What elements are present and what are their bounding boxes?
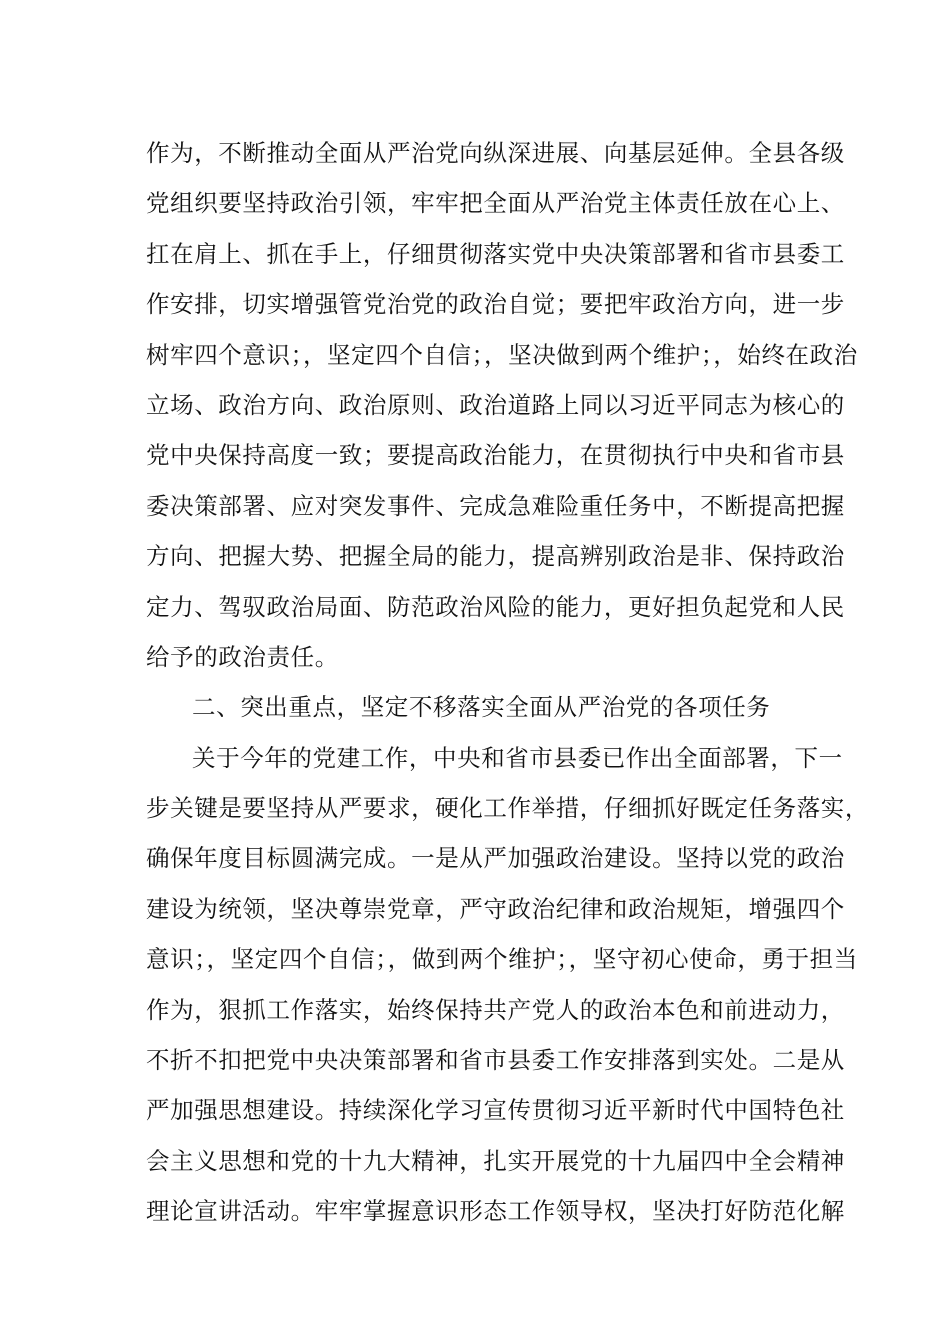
section-heading: 二、突出重点，坚定不移落实全面从严治党的各项任务 (192, 693, 771, 722)
text-line: 立场、政治方向、政治原则、政治道路上同以习近平同志为核心的 (146, 390, 845, 419)
paragraph-start: 关于今年的党建工作，中央和省市县委已作出全面部署，下一 (192, 743, 843, 772)
text-line: 定力、驾驭政治局面、防范政治风险的能力，更好担负起党和人民 (146, 592, 845, 621)
text-line: 作为，不断推动全面从严治党向纵深进展、向基层延伸。全县各级 (146, 139, 845, 167)
text-line: 党组织要坚持政治引领，牢牢把全面从严治党主体责任放在心上、 (146, 189, 845, 218)
text-line: 严加强思想建设。持续深化学习宣传贯彻习近平新时代中国特色社 (146, 1096, 845, 1125)
text-line: 建设为统领，坚决尊崇党章，严守政治纪律和政治规矩，增强四个 (146, 894, 845, 923)
text-line: 委决策部署、应对突发事件、完成急难险重任务中，不断提高把握 (146, 491, 845, 520)
body-text (146, 128, 869, 1237)
text-line: 理论宣讲活动。牢牢掌握意识形态工作领导权，坚决打好防范化解 (146, 1197, 845, 1226)
text-line: 会主义思想和党的十九大精神，扎实开展党的十九届四中全会精神 (146, 1146, 845, 1175)
text-line: 步关键是要坚持从严要求，硬化工作举措，仔细抓好既定任务落实， (146, 794, 869, 823)
text-line: 确保年度目标圆满完成。一是从严加强政治建设。坚持以党的政治 (146, 844, 845, 873)
text-line: 树牢四个意识；，坚定四个自信；，坚决做到两个维护；，始终在政治 (146, 340, 858, 369)
text-line: 作为，狠抓工作落实，始终保持共产党人的政治本色和前进动力， (146, 995, 845, 1024)
text-line: 扛在肩上、抓在手上，仔细贯彻落实党中央决策部署和省市县委工 (146, 239, 845, 268)
text-line: 不折不扣把党中央决策部署和省市县委工作安排落到实处。二是从 (146, 1046, 845, 1075)
text-line: 作安排，切实增强管党治党的政治自觉；要把牢政治方向，进一步 (146, 290, 845, 319)
text-line: 给予的政治责任。 (146, 642, 339, 671)
text-line: 方向、把握大势、把握全局的能力，提高辨别政治是非、保持政治 (146, 542, 845, 571)
text-line: 意识；，坚定四个自信；，做到两个维护；，坚守初心使命，勇于担当 (146, 945, 858, 974)
text-line: 党中央保持高度一致；要提高政治能力，在贯彻执行中央和省市县 (146, 441, 845, 470)
